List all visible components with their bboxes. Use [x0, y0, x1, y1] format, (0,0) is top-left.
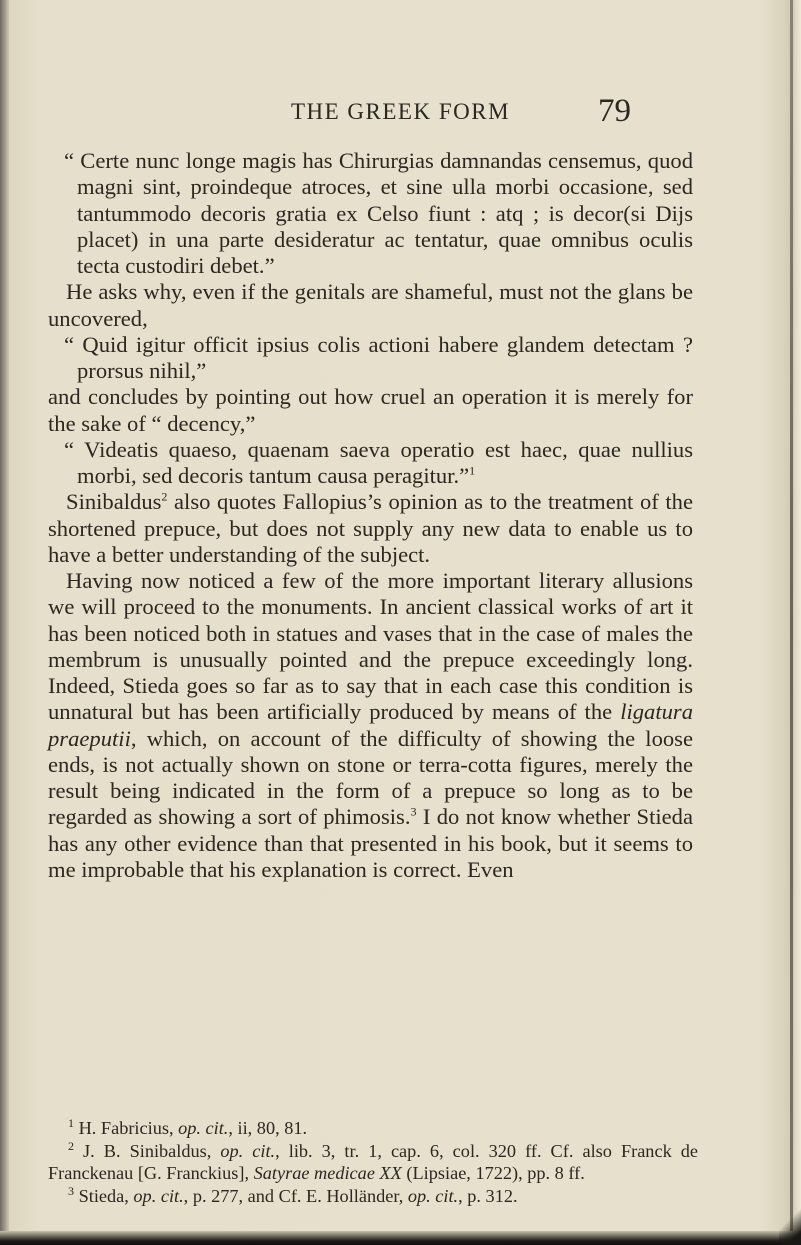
footnote-2-italic: op. cit.: [220, 1140, 276, 1161]
footnote-2-text-b: , lib. 3, tr. 1, cap. 6, col. 320 ff. Cf. also Franck de Franckenau [G. Franckius],: [48, 1140, 699, 1184]
footnote-2-mark: 2: [68, 1138, 74, 1153]
footnote-ref-1: 1: [469, 463, 476, 478]
monuments-text-c: I do not know whether Stieda has any other evidence than that presented in his book, but it seems to me improbable that his explanation is correct. Even: [48, 804, 693, 882]
running-head: THE GREEK FORM: [290, 99, 511, 124]
footnote-3-mark: 3: [68, 1183, 74, 1198]
paragraph-monuments: [48, 568, 693, 883]
footnote-ref-2: 2: [161, 489, 168, 504]
latin-quote-3-text: “ Videatis quaeso, quaenam saeva operatio est haec, quae nullius morbi, sed decoris tantum causa peragitur.”: [64, 436, 693, 488]
footnote-3-text-a: Stieda,: [74, 1185, 134, 1206]
page-corner-shadow: [779, 1205, 801, 1245]
page-bottom-shadow: [0, 1231, 801, 1245]
footnote-1-text-b: , ii, 80, 81.: [228, 1118, 308, 1138]
footnote-1-text-a: H. Fabricius,: [74, 1118, 179, 1138]
paragraph-2: He asks why, even if the genitals are shameful, must not the glans be uncovered,: [48, 279, 693, 331]
page-edge-line: [790, 0, 793, 1245]
footnotes: [48, 1117, 698, 1207]
footnote-1: [48, 1117, 698, 1140]
page-edge: [794, 0, 801, 1245]
latin-quote-1: “ Certe nunc longe magis has Chirurgias damnandas censemus, quod magni sint, proindeque atroces, et sine ulla morbi occasione, sed tantummodo decoris gratia ex Celso fiunt : atq ; is decor(si Dijs placet) in una parte desideratur ac tentatur, quae omnibus oculis tecta custodiri debet.”: [64, 148, 693, 278]
paragraph-4: and concludes by pointing out how cruel an operation it is merely for the sake of “ decency,”: [48, 384, 693, 436]
latin-quote-3: [48, 437, 693, 490]
footnote-2-italic-title: Satyrae medicae XX: [253, 1163, 402, 1184]
page-gutter-shadow: [0, 0, 9, 1245]
footnote-1-italic: op. cit.: [178, 1118, 229, 1138]
footnote-3: [48, 1185, 698, 1208]
footnote-3-italic: op. cit.: [133, 1185, 184, 1206]
paragraph-sinibaldus: [48, 489, 693, 568]
monuments-text-b: , which, on account of the difficulty of showing the loose ends, is not actually shown on stone or terra-cotta figures, merely the result being indicated in the form of a prepuce so long as to be regarded as showing a sort of phimosis.: [48, 725, 693, 830]
ligatura-italic: ligatura praeputii: [48, 699, 693, 751]
footnote-ref-3: 3: [410, 804, 417, 819]
page-number: 79: [598, 93, 631, 129]
sinibaldus-name: Sinibaldus: [66, 489, 162, 515]
footnote-2-text-a: J. B. Sinibaldus,: [74, 1140, 221, 1161]
footnote-3-text-c: , p. 312.: [458, 1185, 518, 1206]
monuments-text-a: Having now noticed a few of the more important literary allusions we will proceed to the monuments. In ancient classical works of art it has been noticed both in statues and vases that in the case of males the membrum is unusually pointed and the prepuce exceedingly long. Indeed, Stieda goes so far as to say that in each case this condition is unnatural but has been artificially produced by means of the: [48, 568, 693, 725]
latin-quote-2: “ Quid igitur officit ipsius colis actioni habere glandem detectam ? prorsus nihil,”: [64, 331, 693, 383]
footnote-2: [48, 1140, 698, 1185]
page-header: [0, 93, 801, 136]
sinibaldus-text: also quotes Fallopius’s opinion as to the treatment of the shortened prepuce, but does not supply any new data to enable us to have a better understanding of the subject.: [48, 489, 693, 567]
body-text: [48, 148, 693, 883]
footnote-3-text-b: , p. 277, and Cf. E. Holländer,: [183, 1185, 408, 1206]
footnote-1-mark: 1: [68, 1115, 74, 1130]
footnote-2-text-c: (Lipsiae, 1722), pp. 8 ff.: [401, 1163, 585, 1184]
footnote-3-italic-2: op. cit.: [407, 1185, 459, 1206]
